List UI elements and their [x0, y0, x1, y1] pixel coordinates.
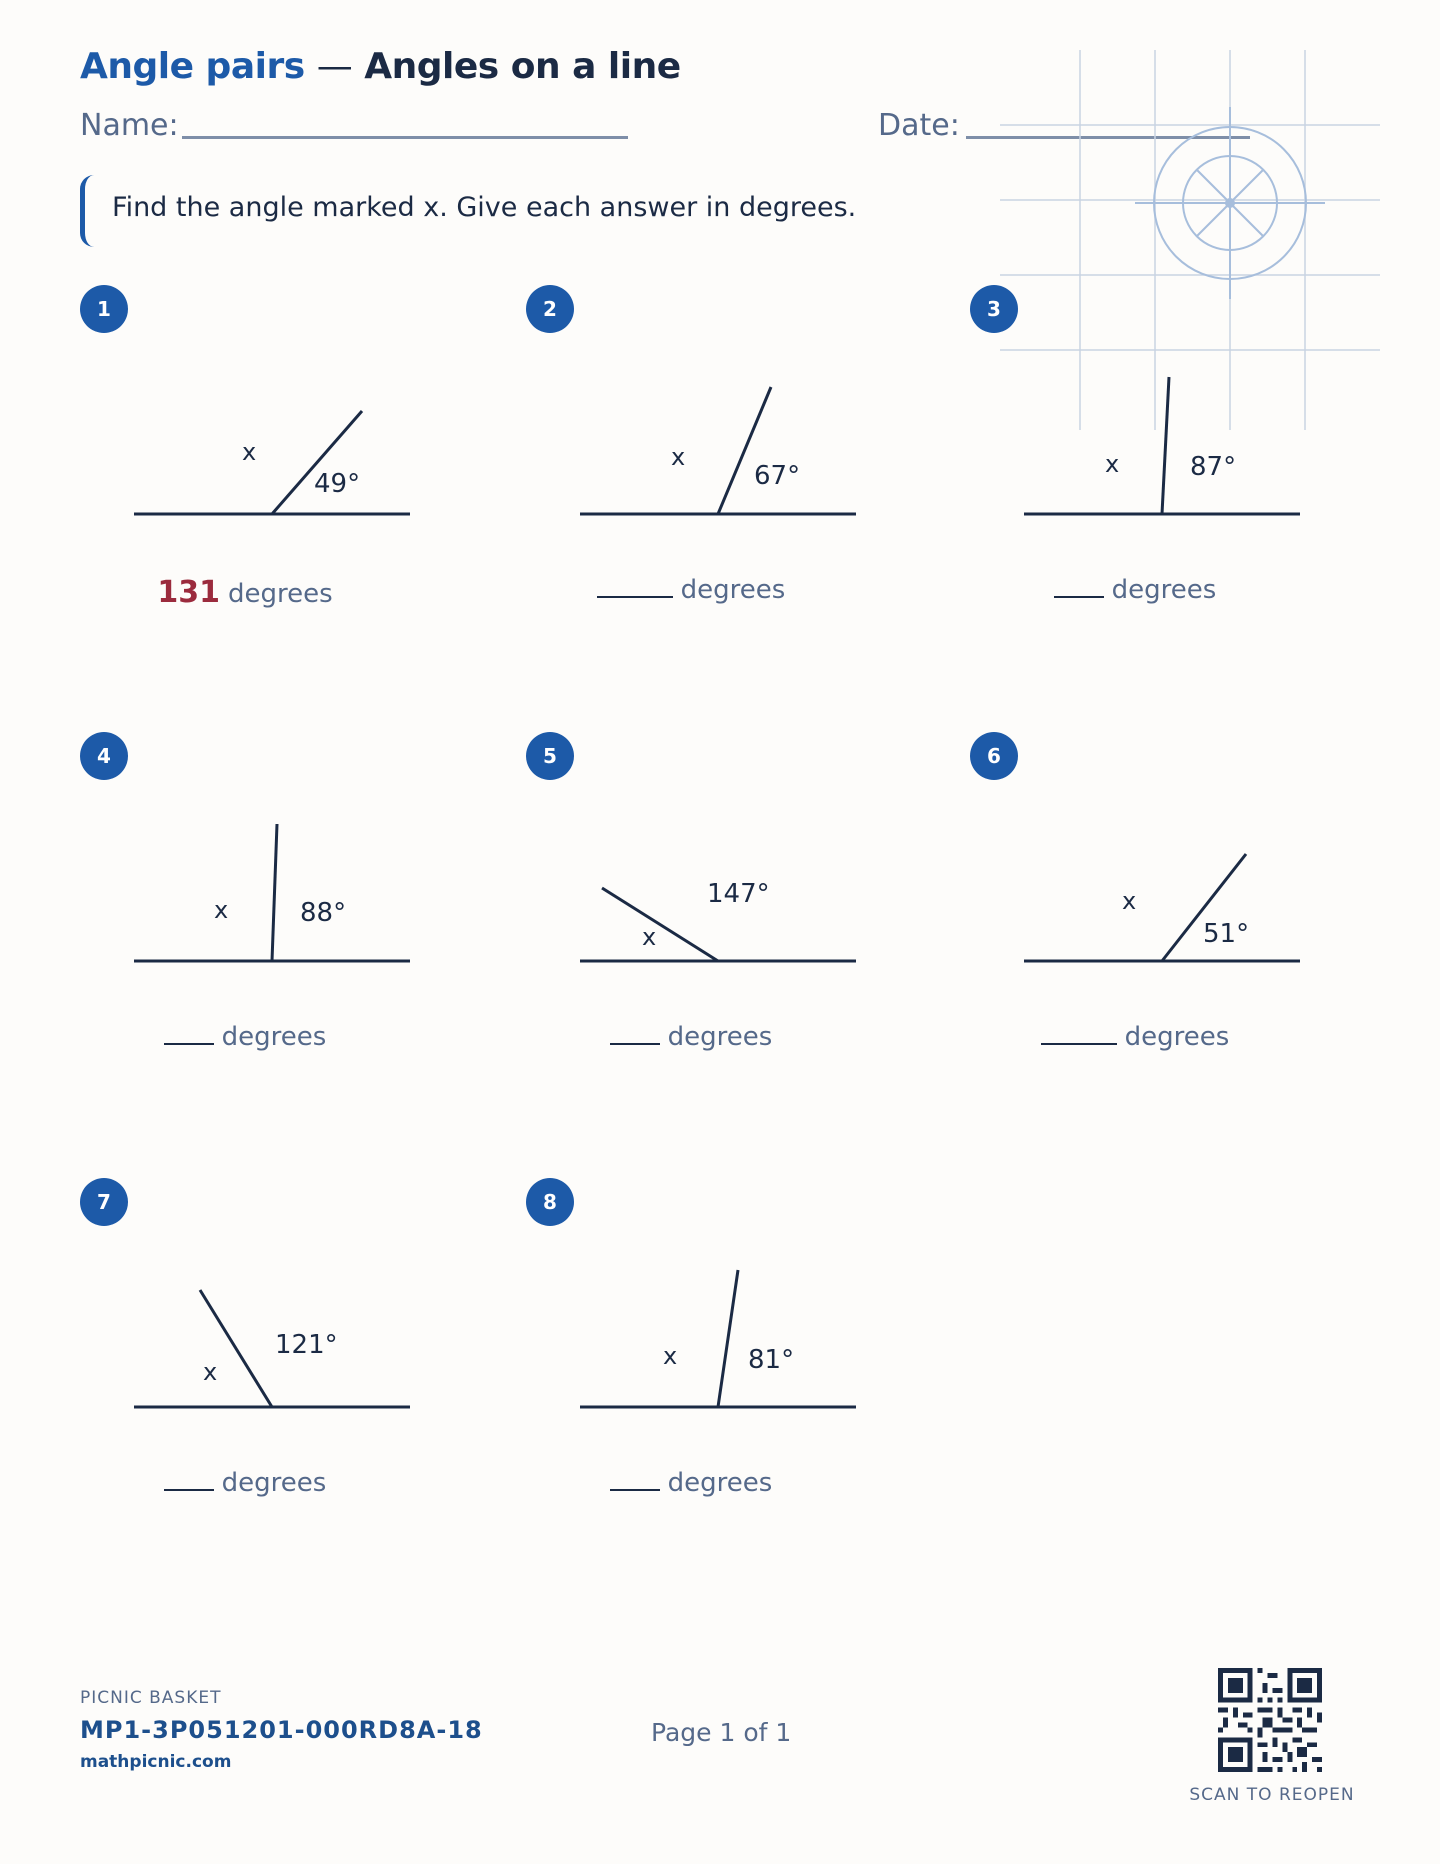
answer-row — [526, 1468, 856, 1498]
ray — [718, 387, 771, 514]
given-angle-label: 49° — [314, 469, 361, 499]
unknown-label: x — [671, 443, 686, 471]
answer-row — [970, 1022, 1300, 1052]
answer-row — [80, 575, 410, 610]
unknown-label: x — [242, 438, 257, 466]
angle-diagram-5 — [526, 732, 946, 1152]
ray — [200, 1290, 272, 1407]
brand-label: PICNIC BASKET — [80, 1688, 222, 1708]
problem-1 — [80, 285, 500, 705]
problem-5 — [526, 732, 946, 1152]
answer-row — [80, 1468, 410, 1498]
problem-number-badge: 8 — [526, 1178, 574, 1226]
answer-blank[interactable] — [164, 1488, 214, 1491]
problem-7 — [80, 1178, 500, 1598]
unknown-label: x — [203, 1358, 218, 1386]
answer-blank[interactable] — [597, 595, 673, 598]
name-field-line[interactable] — [182, 136, 628, 139]
answer-blank[interactable] — [610, 1042, 660, 1045]
unknown-label: x — [1105, 450, 1120, 478]
answer-blank[interactable] — [164, 1042, 214, 1045]
worksheet-code: MP1-3P051201-000RD8A-18 — [80, 1716, 483, 1744]
problem-number-badge: 5 — [526, 732, 574, 780]
title-main: Angle pairs — [80, 46, 305, 87]
given-angle-label: 88° — [300, 898, 347, 928]
ray — [718, 1270, 738, 1407]
scan-caption: SCAN TO REOPEN — [1189, 1785, 1355, 1805]
problem-number-badge: 3 — [970, 285, 1018, 333]
unknown-label: x — [214, 896, 229, 924]
angle-diagram-2 — [526, 285, 946, 705]
problem-number-badge: 1 — [80, 285, 128, 333]
ray — [1162, 377, 1169, 514]
answer-row — [970, 575, 1300, 605]
title-separator: — — [316, 46, 353, 87]
given-angle-label: 147° — [707, 879, 770, 909]
name-label: Name: — [80, 108, 179, 143]
qr-code-icon[interactable] — [1218, 1668, 1322, 1772]
unit-label: degrees — [667, 1468, 773, 1498]
problem-2 — [526, 285, 946, 705]
problem-3 — [970, 285, 1390, 705]
given-angle-label: 67° — [754, 461, 801, 491]
angle-diagram-7 — [80, 1178, 500, 1598]
unit-label: degrees — [221, 1468, 327, 1498]
answer-blank[interactable] — [610, 1488, 660, 1491]
unit-label: degrees — [1111, 575, 1217, 605]
angle-diagram-3 — [970, 285, 1390, 705]
unit-label: degrees — [227, 579, 333, 609]
answer-blank[interactable] — [1041, 1042, 1117, 1045]
angle-diagram-1 — [80, 285, 500, 705]
instructions-bracket — [80, 175, 99, 247]
answer-row — [80, 1022, 410, 1052]
angle-diagram-4 — [80, 732, 500, 1152]
unit-label: degrees — [1124, 1022, 1230, 1052]
unit-label: degrees — [680, 575, 786, 605]
instructions: Find the angle marked x. Give each answer in degrees. — [112, 192, 857, 223]
date-label: Date: — [878, 108, 960, 143]
page-number: Page 1 of 1 — [651, 1718, 792, 1747]
ray — [602, 888, 718, 961]
unknown-label: x — [663, 1342, 678, 1370]
answer-value[interactable]: 131 — [157, 575, 220, 610]
unit-label: degrees — [667, 1022, 773, 1052]
given-angle-label: 81° — [748, 1345, 795, 1375]
answer-row — [526, 575, 856, 605]
answer-row — [526, 1022, 856, 1052]
site-link[interactable]: mathpicnic.com — [80, 1752, 232, 1772]
given-angle-label: 121° — [275, 1330, 338, 1360]
problem-number-badge: 7 — [80, 1178, 128, 1226]
page-title — [80, 46, 681, 87]
problem-8 — [526, 1178, 946, 1598]
unknown-label: x — [1122, 887, 1137, 915]
unit-label: degrees — [221, 1022, 327, 1052]
angle-diagram-6 — [970, 732, 1390, 1152]
problem-4 — [80, 732, 500, 1152]
problem-number-badge: 4 — [80, 732, 128, 780]
given-angle-label: 51° — [1203, 919, 1250, 949]
unknown-label: x — [642, 923, 657, 951]
problem-number-badge: 6 — [970, 732, 1018, 780]
ray — [272, 824, 277, 961]
angle-diagram-8 — [526, 1178, 946, 1598]
problem-6 — [970, 732, 1390, 1152]
given-angle-label: 87° — [1190, 452, 1237, 482]
title-sub: Angles on a line — [364, 46, 681, 87]
problem-number-badge: 2 — [526, 285, 574, 333]
answer-blank[interactable] — [1054, 595, 1104, 598]
